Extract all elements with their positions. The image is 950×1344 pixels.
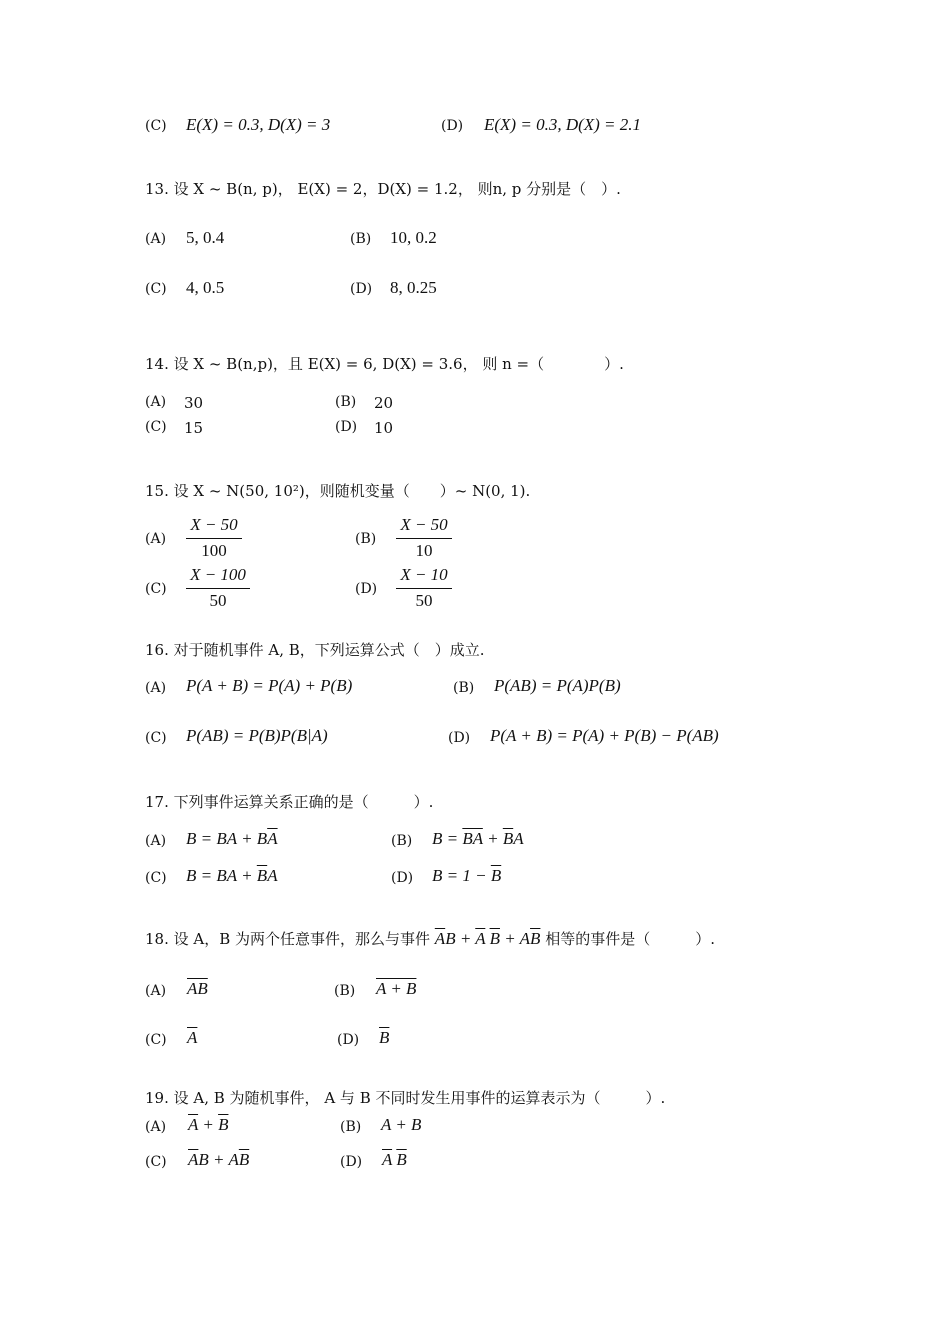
q19-option-a-part2: + xyxy=(198,1115,219,1134)
q15-option-b-fraction xyxy=(396,515,452,561)
q15-option-d-denominator: 50 xyxy=(415,591,433,610)
q17-option-b-part3: $\overline{B}$ xyxy=(502,829,514,848)
q15-option-c-numerator: X − 100 xyxy=(186,565,250,589)
q13-option-b-label: (B) xyxy=(350,231,372,247)
q19-option-c-part1: $\overline{A}$ xyxy=(188,1150,199,1169)
q15-option-a-fraction xyxy=(186,515,242,561)
q17-option-a-label: (A) xyxy=(145,833,167,849)
q17-option-a-part1: B = BA + B xyxy=(186,829,268,848)
q19-option-d-part1: $\overline{A}$ xyxy=(382,1150,393,1169)
q15-option-b-label: (B) xyxy=(355,531,377,547)
q12-option-d-text: E(X) = 0.3, D(X) = 2.1 xyxy=(484,115,642,134)
q18-option-d-label: (D) xyxy=(337,1032,360,1048)
q14-option-c-label: (C) xyxy=(145,419,167,435)
q17-option-d-part1: B = 1 − xyxy=(432,866,491,885)
q19-option-a-part1: $\overline{A}$ xyxy=(188,1115,199,1134)
q19-option-c-text xyxy=(188,1150,249,1170)
q14-option-a-text: 30 xyxy=(184,394,204,412)
q17-option-a-part2: $\overline{A}$ xyxy=(267,829,278,848)
q18-option-a-text: $\overline{AB}$ xyxy=(187,979,208,998)
q15-option-d-fraction xyxy=(396,565,452,611)
q15-option-d-label: (D) xyxy=(355,581,378,597)
q19-option-a-label: (A) xyxy=(145,1119,167,1135)
q13-option-d-text: 8, 0.25 xyxy=(390,278,437,297)
q19-option-b-label: (B) xyxy=(340,1119,362,1135)
q18-stem xyxy=(145,928,715,949)
q17-option-b-part4: A xyxy=(513,829,524,848)
q19-option-a-text xyxy=(188,1115,228,1135)
q12-option-c-text: E(X) = 0.3, D(X) = 3 xyxy=(186,115,331,134)
q12-option-c-label: (C) xyxy=(145,118,167,134)
q13-stem: 13. 设 X ~ B(n, p)， E(X) = 2，D(X) = 1.2， 则n, p 分别是（ ）. xyxy=(145,180,621,198)
q19-option-d-part3: $\overline{B}$ xyxy=(396,1150,407,1169)
q18-option-c-text: $\overline{A}$ xyxy=(187,1028,198,1047)
q18-stem-expression xyxy=(435,929,541,948)
q18-expr-b1: B + xyxy=(445,929,476,948)
q16-option-a-text: P(A + B) = P(A) + P(B) xyxy=(186,676,353,695)
q13-option-c-label: (C) xyxy=(145,281,167,297)
q15-option-c-label: (C) xyxy=(145,581,167,597)
q19-option-a-part3: $\overline{B}$ xyxy=(218,1115,229,1134)
q13-option-c-text: 4, 0.5 xyxy=(186,278,225,297)
q15-option-a-label: (A) xyxy=(145,531,167,547)
q15-option-c-fraction xyxy=(186,565,250,611)
q17-option-b-part1: $\overline{BA}$ xyxy=(462,829,483,848)
q19-option-c-part2: B + A xyxy=(198,1150,239,1169)
q18-option-b-text: A + B xyxy=(376,979,417,998)
q17-option-c-part1: B = BA + xyxy=(186,866,257,885)
q19-stem: 19. 设 A, B 为随机事件， A 与 B 不同时发生用事件的运算表示为（ ）. xyxy=(145,1089,666,1107)
q13-option-a-label: (A) xyxy=(145,231,167,247)
q18-option-c-label: (C) xyxy=(145,1032,167,1048)
q15-option-a-numerator: X − 50 xyxy=(186,515,242,539)
q14-stem: 14. 设 X ~ B(n,p)，且 E(X) = 6, D(X) = 3.6， 则 n =（ ）. xyxy=(145,355,624,373)
q19-option-d-label: (D) xyxy=(340,1154,363,1170)
q15-option-b-numerator: X − 50 xyxy=(396,515,452,539)
q18-expr-a3: + A xyxy=(499,929,531,948)
q12-option-d-label: (D) xyxy=(441,118,464,134)
q17-option-a-text xyxy=(186,829,278,849)
q17-option-d-text xyxy=(432,866,501,886)
q15-option-a-denominator: 100 xyxy=(201,541,227,560)
q15-stem: 15. 设 X ~ N(50, 10²)，则随机变量（ ）~ N(0, 1). xyxy=(145,482,531,500)
q17-option-b-part2: + xyxy=(482,829,503,848)
q14-option-b-label: (B) xyxy=(335,394,357,410)
q18-option-a-label: (A) xyxy=(145,983,167,999)
q18-expr-b3: $\overline{B}$ xyxy=(530,929,541,948)
q14-option-c-text: 15 xyxy=(184,419,204,437)
q14-option-b-text: 20 xyxy=(374,394,394,412)
q18-option-b-label: (B) xyxy=(334,983,356,999)
q16-option-d-label: (D) xyxy=(448,730,471,746)
q17-option-c-part3: A xyxy=(267,866,278,885)
q17-option-c-text xyxy=(186,866,278,886)
q18-stem-part2: 相等的事件是（ ）. xyxy=(540,930,715,948)
q18-option-d-text: $\overline{B}$ xyxy=(379,1028,390,1047)
q18-expr-b2: $\overline{B}$ xyxy=(489,929,500,948)
q17-option-b-part0: B = xyxy=(432,829,463,848)
q16-option-c-label: (C) xyxy=(145,730,167,746)
q17-option-b-label: (B) xyxy=(391,833,413,849)
q19-option-c-label: (C) xyxy=(145,1154,167,1170)
q14-option-a-label: (A) xyxy=(145,394,167,410)
q19-option-d-text xyxy=(382,1150,407,1170)
q18-stem-part1: 18. 设 A，B 为两个任意事件，那么与事件 xyxy=(145,930,435,948)
q19-option-b-text: A + B xyxy=(381,1115,422,1134)
q17-option-c-label: (C) xyxy=(145,870,167,886)
q15-option-d-numerator: X − 10 xyxy=(396,565,452,589)
q13-option-a-text: 5, 0.4 xyxy=(186,228,225,247)
q18-expr-a2: $\overline{A}$ xyxy=(475,929,486,948)
q13-option-b-text: 10, 0.2 xyxy=(390,228,437,247)
q17-stem: 17. 下列事件运算关系正确的是（ ）. xyxy=(145,793,434,811)
q17-option-b-text xyxy=(432,829,524,849)
q16-option-b-label: (B) xyxy=(453,680,475,696)
q16-option-b-text: P(AB) = P(A)P(B) xyxy=(494,676,621,695)
q17-option-c-part2: $\overline{B}$ xyxy=(256,866,268,885)
q17-option-d-label: (D) xyxy=(391,870,414,886)
q16-option-a-label: (A) xyxy=(145,680,167,696)
q16-option-c-text: P(AB) = P(B)P(B|A) xyxy=(186,726,328,745)
q14-option-d-text: 10 xyxy=(374,419,394,437)
q13-option-d-label: (D) xyxy=(350,281,373,297)
q19-option-c-part3: $\overline{B}$ xyxy=(238,1150,250,1169)
q16-stem: 16. 对于随机事件 A, B，下列运算公式（ ）成立. xyxy=(145,641,485,659)
q18-expr-a1: $\overline{A}$ xyxy=(434,929,446,948)
q15-option-b-denominator: 10 xyxy=(415,541,433,560)
q16-option-d-text: P(A + B) = P(A) + P(B) − P(AB) xyxy=(490,726,719,745)
q17-option-d-part2: $\overline{B}$ xyxy=(490,866,502,885)
q15-option-c-denominator: 50 xyxy=(209,591,227,610)
q14-option-d-label: (D) xyxy=(335,419,358,435)
